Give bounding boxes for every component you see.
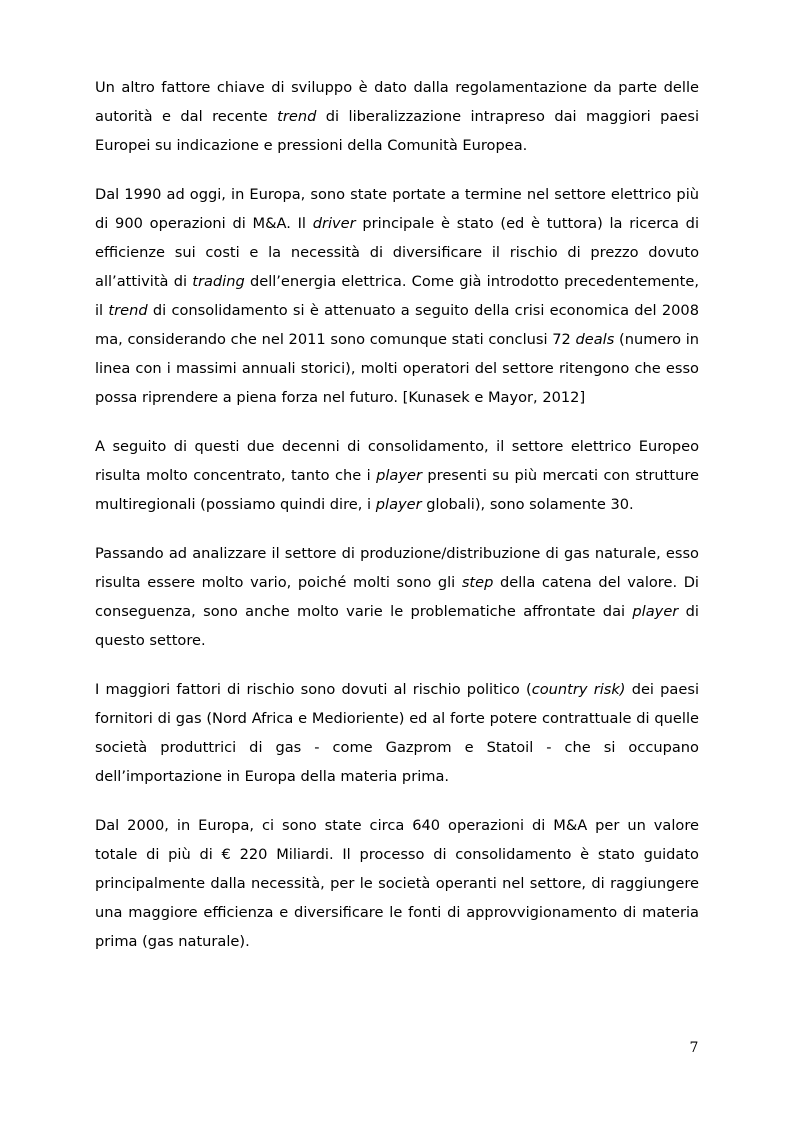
text-run: di liberalizzazione intrapreso dai maggiori paesi Europei su indicazione e pressioni della Comunità Europea. <box>95 108 700 154</box>
text-run: (numero in linea con i massimi annuali storici), molti operatori del settore ritengono che esso possa riprendere a piena forza nel futuro. [Kunasek e Mayor, 2012] <box>95 331 699 406</box>
text-run: globali), sono solamente 30. <box>421 496 634 513</box>
page-number: 7 <box>689 1040 699 1056</box>
paragraph <box>95 539 699 655</box>
paragraph <box>95 675 699 791</box>
paragraph <box>95 180 699 412</box>
text-run: A seguito di questi due decenni di consolidamento, il settore elettrico Europeo risulta molto concentrato, tanto che i <box>95 438 699 484</box>
paragraph <box>95 811 699 956</box>
italic-term: player <box>632 603 679 620</box>
italic-term: country risk) <box>531 681 626 698</box>
text-run: di consolidamento si è attenuato a seguito della crisi economica del 2008 ma, considerando che nel 2011 sono comunque stati conclusi 72 <box>95 302 700 348</box>
italic-term: trading <box>192 273 245 290</box>
body-text <box>95 73 699 976</box>
paragraph <box>95 432 699 519</box>
text-run: della catena del valore. Di conseguenza, sono anche molto varie le problematiche affrontate dai <box>95 574 699 620</box>
text-run: Dal 1990 ad oggi, in Europa, sono state portate a termine nel settore elettrico più di 900 operazioni di M&A. Il <box>95 186 699 232</box>
text-run: presenti su più mercati con strutture multiregionali (possiamo quindi dire, i <box>95 467 700 513</box>
paragraph <box>95 73 699 160</box>
italic-term: trend <box>108 302 148 319</box>
italic-term: driver <box>312 215 356 232</box>
italic-term: player <box>375 496 422 513</box>
italic-term: step <box>461 574 494 591</box>
text-run: I maggiori fattori di rischio sono dovuti al rischio politico ( <box>95 681 532 698</box>
italic-term: player <box>376 467 422 484</box>
text-run: dell’energia elettrica. Come già introdotto precedentemente, il <box>95 273 699 319</box>
text-run: principale è stato (ed è tuttora) la ricerca di efficienze sui costi e la necessità di diversificare il rischio di prezzo dovuto all’attività di <box>95 215 699 290</box>
italic-term: deals <box>575 331 615 348</box>
text-run: Un altro fattore chiave di sviluppo è dato dalla regolamentazione da parte delle autorità e dal recente <box>95 79 699 125</box>
italic-term: trend <box>277 108 317 125</box>
text-run: Dal 2000, in Europa, ci sono state circa 640 operazioni di M&A per un valore totale di più di € 220 Miliardi. Il processo di consolidamento è stato guidato principalmente dalla necessità, per le società operanti nel settore, di raggiungere una maggiore efficienza e diversificare le fonti di approvvigionamento di materia prima (gas naturale). <box>95 817 699 950</box>
text-run: Passando ad analizzare il settore di produzione/distribuzione di gas naturale, esso risulta essere molto vario, poiché molti sono gli <box>95 545 699 591</box>
text-run: dei paesi fornitori di gas (Nord Africa e Medioriente) ed al forte potere contrattuale di quelle società produttrici di gas - come Gazprom e Statoil - che si occupano dell’importazione in Europa della materia prima. <box>95 681 700 785</box>
text-run: di questo settore. <box>95 603 699 649</box>
